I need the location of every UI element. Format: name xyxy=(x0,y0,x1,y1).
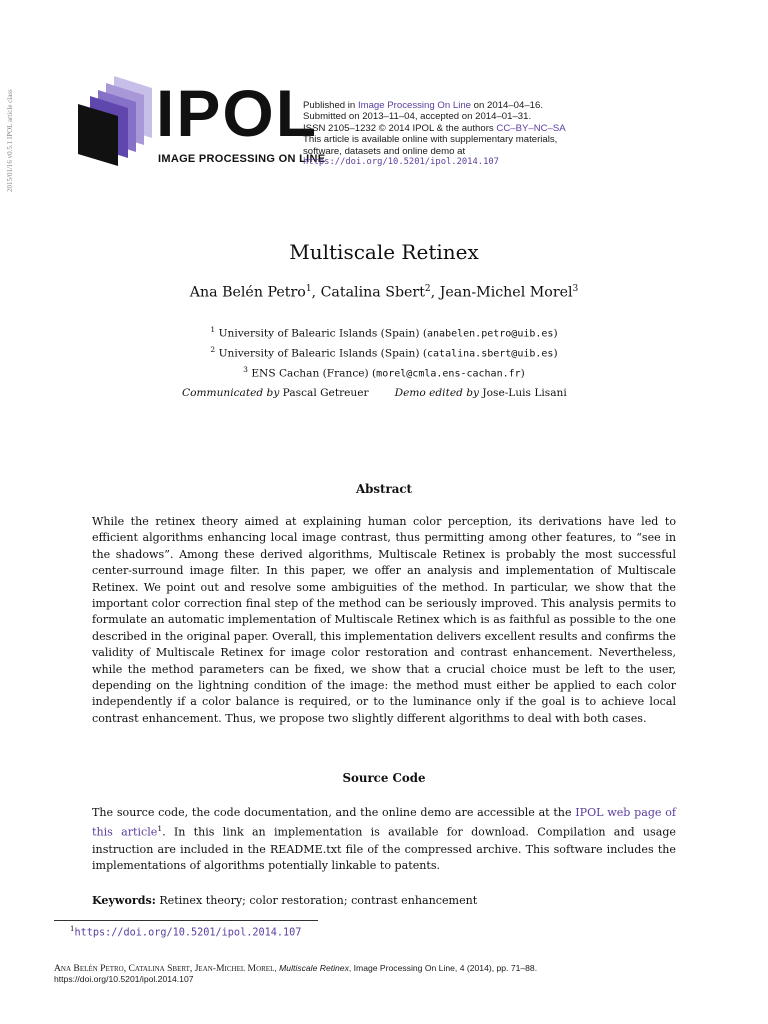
license-link[interactable]: CC–BY–NC–SA xyxy=(496,122,566,134)
abstract-text: While the retinex theory aimed at explaining human color perception, its derivations have led to efficient algorithms enhancing local image contrast, thus permitting among other features, to “see in the shadows”. Among these derived algorithms, Multiscale Retinex is probably the most successful center-surround image filter. In this paper, we offer an analysis and implementation of Multiscale Retinex. We point out and resolve some ambiguities of the method. In particular, we show that the important color correction final step of the method can be seriously improved. This analysis permits to formulate an automatic implementation of Multiscale Retinex which is as faithful as possible to the one described in the original paper. Overall, this implementation delivers excellent results and confirms the validity of Multiscale Retinex for image color restoration and contrast enhancement. Nevertheless, while the method parameters can be fixed, we show that a crucial choice must be left to the user, depending on the lightning condition of the image: the method must either be applied to each color independently if a color balance is required, or to the luminance only if the goal is to achieve local contrast enhancement. Thus, we propose two slightly different algorithms to deal with both cases. xyxy=(92,515,676,725)
author-email[interactable]: anabelen.petro@uib.es xyxy=(427,328,554,340)
side-stamp: 2015/01/16 v0.5.1 IPOL article class xyxy=(6,89,14,192)
affiliation-text: ENS Cachan (France) ( xyxy=(251,367,377,380)
footnote xyxy=(70,925,301,938)
author-mark: 2 xyxy=(424,284,431,294)
affiliation-item xyxy=(0,322,768,342)
affiliations xyxy=(0,322,768,382)
demo-editor: Jose-Luis Lisani xyxy=(479,387,567,399)
citation-authors: Ana Belén Petro, Catalina Sbert, Jean-Michel Morel xyxy=(54,963,275,974)
issn-info: ISSN 2105–1232 © 2014 IPOL & the authors xyxy=(303,122,497,134)
author-name: Catalina Sbert xyxy=(320,284,425,301)
ipol-logo-subtitle: IMAGE PROCESSING ON LINE xyxy=(158,153,326,165)
author-mark: 1 xyxy=(305,284,312,294)
source-text-before: The source code, the code documentation, and the online demo are accessible at the xyxy=(92,806,576,819)
submitted-info: Submitted on 2013–11–04, accepted on 2014–01–31. xyxy=(303,111,532,123)
source-code-heading: Source Code xyxy=(342,771,426,785)
footnote-link[interactable]: https://doi.org/10.5201/ipol.2014.107 xyxy=(74,927,302,939)
source-text-after: . In this link an implementation is available for download. Compilation and usage instruction are included in the README.txt file of the compressed archive. This software includes the implementations of algorithms potentially linkable to patents. xyxy=(92,826,676,872)
citation-details: , Image Processing On Line, 4 (2014), pp. 71–88. xyxy=(348,963,538,973)
editor-credits xyxy=(182,387,602,399)
paper-title: Multiscale Retinex xyxy=(289,240,479,264)
ipol-wordmark: IPOL xyxy=(156,76,319,150)
demo-label: Demo edited by xyxy=(394,387,480,399)
affiliation-text: University of Balearic Islands (Spain) ( xyxy=(218,327,428,340)
abstract-heading: Abstract xyxy=(356,482,412,496)
citation-title: Multiscale Retinex xyxy=(279,963,349,973)
published-prefix: Published in xyxy=(303,100,358,111)
author-name: Jean-Michel Morel xyxy=(439,284,573,301)
author-list xyxy=(0,284,768,301)
keywords-label: Keywords: xyxy=(92,894,156,907)
affiliation-mark: 2 xyxy=(210,345,216,355)
author-name: Ana Belén Petro xyxy=(189,284,306,301)
availability-line-2: software, datasets and online demo at xyxy=(303,145,466,157)
ipol-article-link[interactable]: IPOL web page of this article xyxy=(92,806,676,840)
author-separator: , xyxy=(430,284,440,301)
availability-line-1: This article is available online with supplementary materials, xyxy=(303,134,558,146)
affiliation-item xyxy=(0,362,768,382)
author-mark: 3 xyxy=(572,284,579,294)
ipol-logo[interactable] xyxy=(76,74,326,170)
footnote-ref[interactable]: 1 xyxy=(157,824,163,834)
keywords xyxy=(92,894,676,907)
citation-doi[interactable]: https://doi.org/10.5201/ipol.2014.107 xyxy=(54,974,194,984)
affiliation-item xyxy=(0,342,768,362)
author-email[interactable]: morel@cmla.ens-cachan.fr xyxy=(376,368,521,380)
affiliation-close: ) xyxy=(553,327,558,340)
journal-link[interactable]: Image Processing On Line xyxy=(357,100,471,111)
source-code-text xyxy=(92,805,676,874)
citation-sep: , xyxy=(274,963,280,973)
affiliation-close: ) xyxy=(520,367,525,380)
communicated-by: Pascal Getreuer xyxy=(279,387,369,399)
citation-footer xyxy=(54,963,724,985)
author-separator: , xyxy=(311,284,321,301)
affiliation-close: ) xyxy=(553,347,558,360)
affiliation-mark: 1 xyxy=(210,325,216,334)
doi-link[interactable]: https://doi.org/10.5201/ipol.2014.107 xyxy=(303,157,499,168)
author-email[interactable]: catalina.sbert@uib.es xyxy=(427,348,554,360)
published-date: on 2014–04–16. xyxy=(471,100,544,111)
affiliation-text: University of Balearic Islands (Spain) ( xyxy=(218,347,428,360)
affiliation-mark: 3 xyxy=(243,365,248,375)
footnote-mark: 1 xyxy=(70,925,75,933)
ipol-logo-mark-icon xyxy=(76,74,156,170)
footnote-divider xyxy=(54,920,318,921)
keywords-list: Retinex theory; color restoration; contrast enhancement xyxy=(155,894,478,907)
publication-info xyxy=(303,100,623,168)
communicated-label: Communicated by xyxy=(182,387,280,399)
